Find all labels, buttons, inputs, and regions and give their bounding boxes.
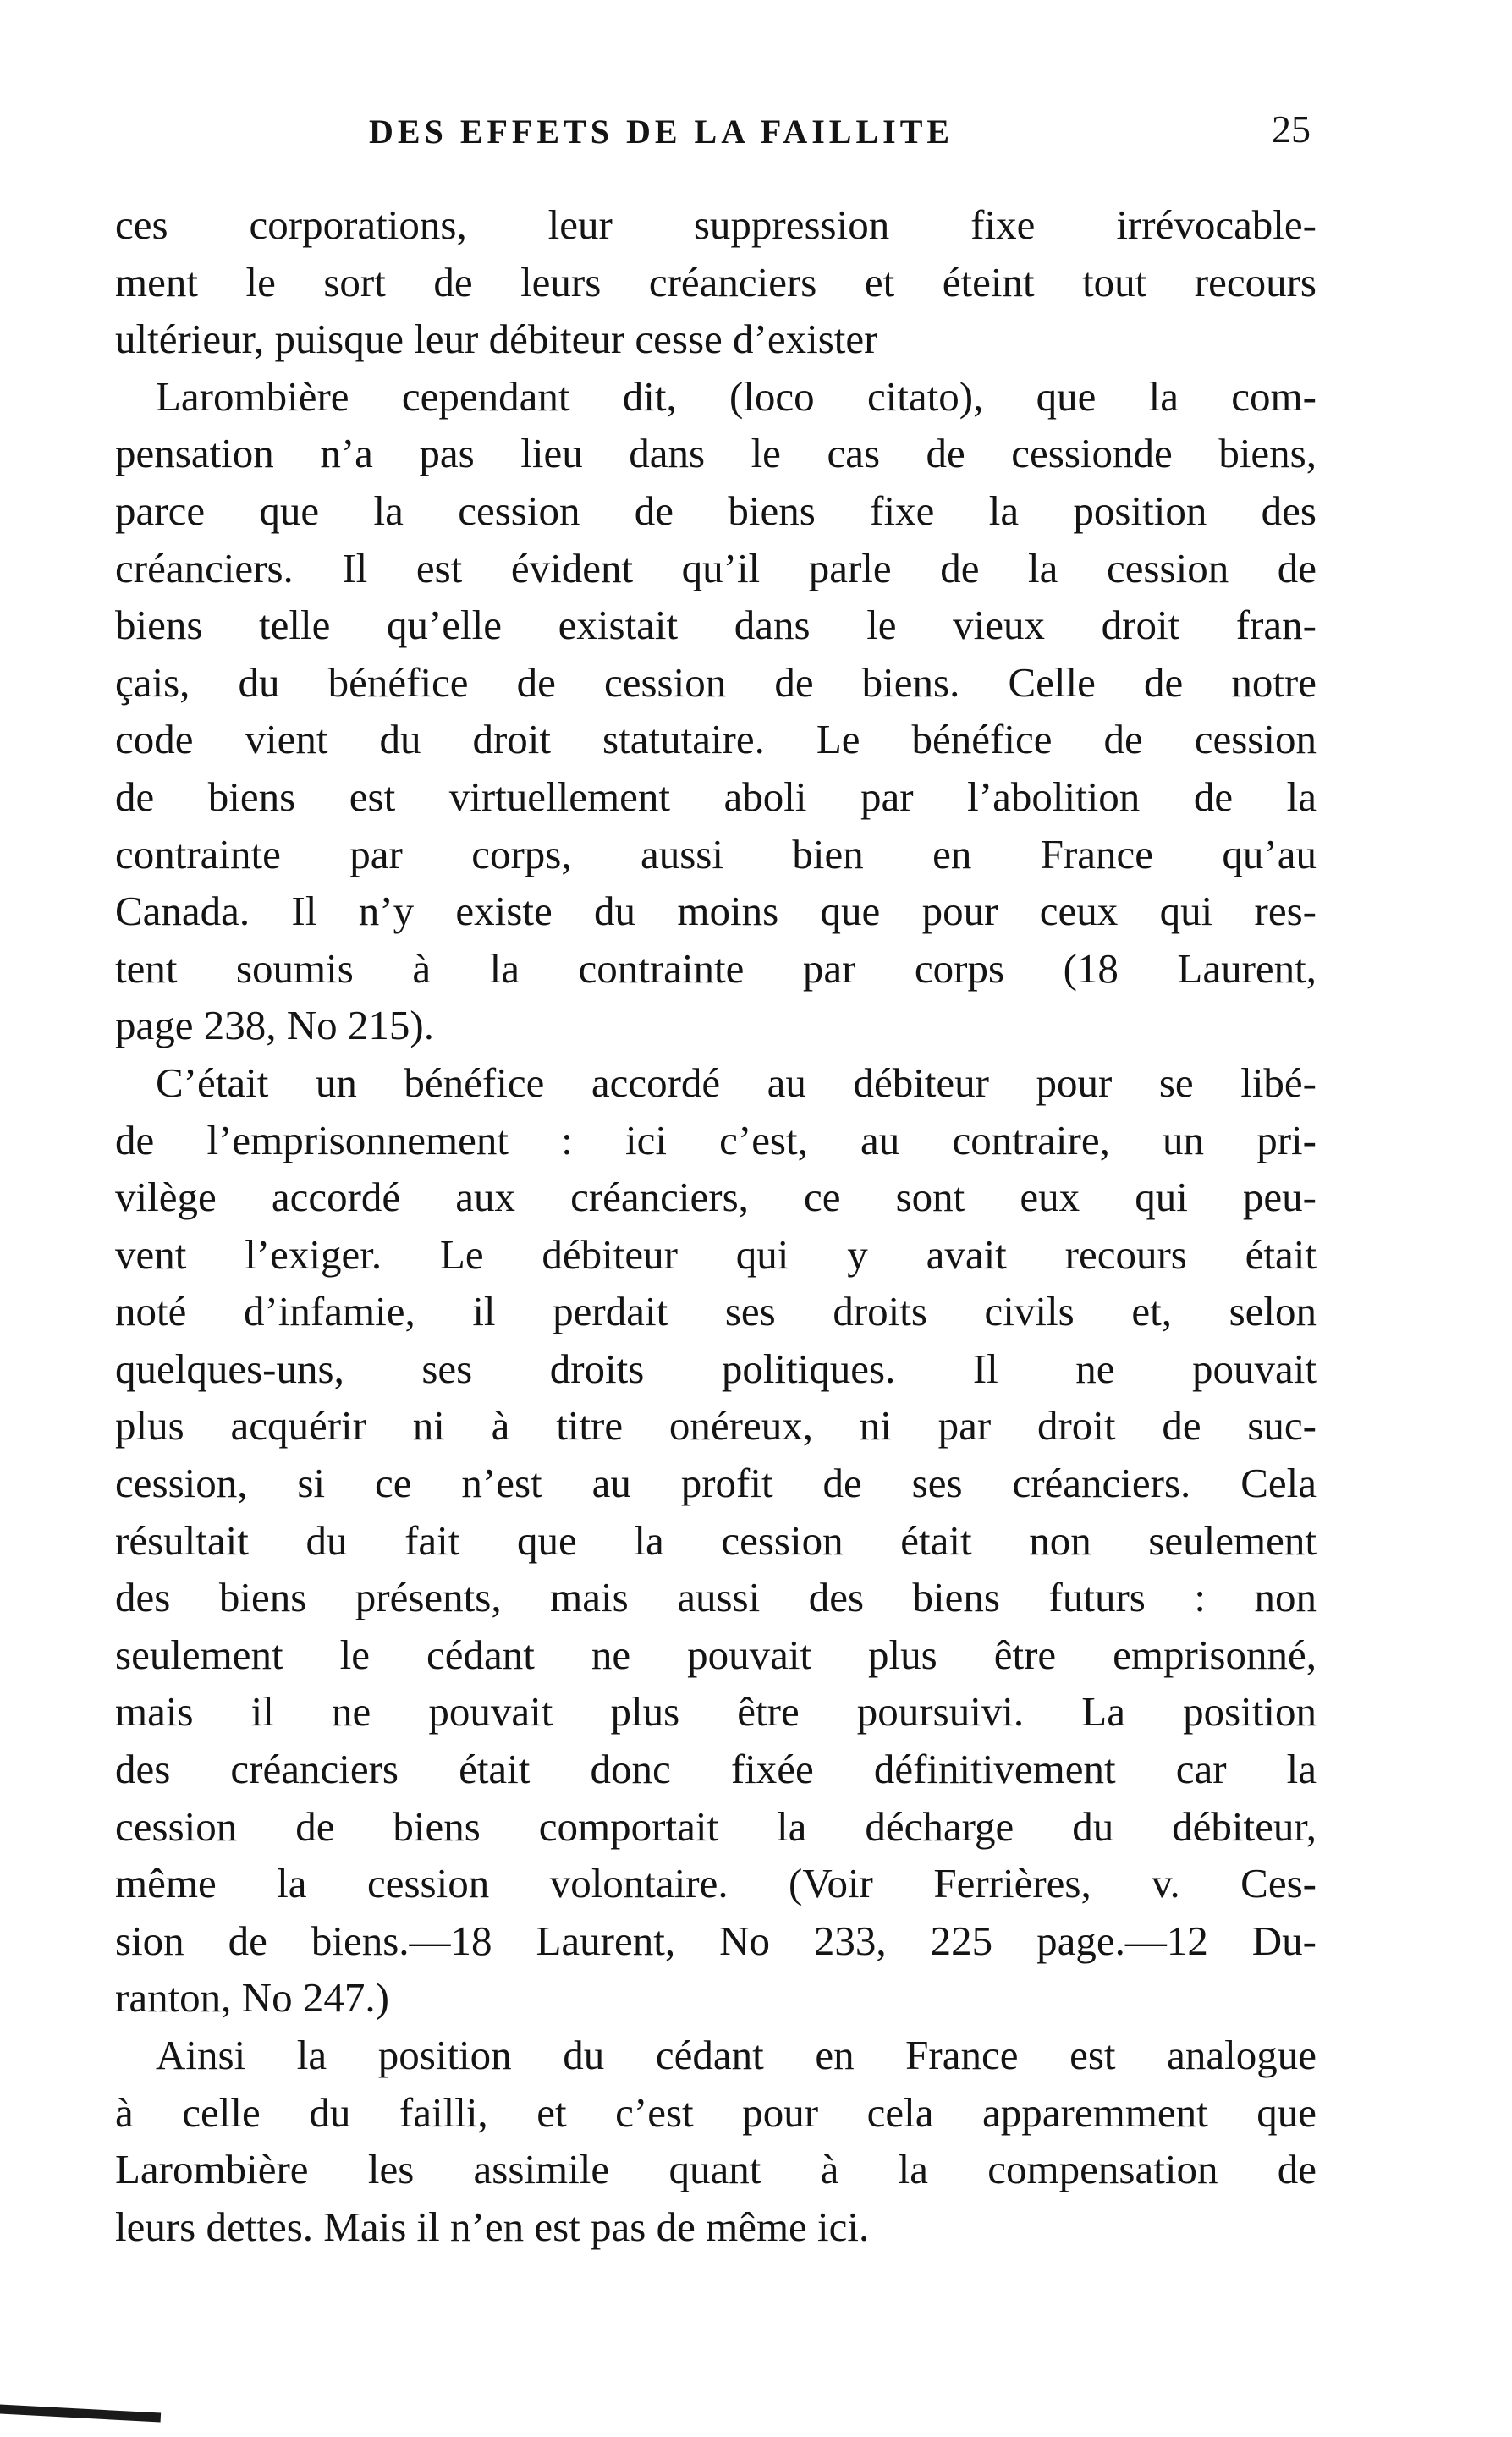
text-line: des biens présents, mais aussi des biens futurs : non — [115, 1574, 1317, 1621]
text-line: biens telle qu’elle existait dans le vieux droit fran- — [115, 602, 1317, 649]
text-line: Ainsi la position du cédant en France est analogue — [156, 2032, 1317, 2078]
text-line: çais, du bénéfice de cession de biens. Celle de notre — [115, 658, 1317, 706]
text-line: Canada. Il n’y existe du moins que pour ceux qui res- — [115, 888, 1317, 935]
text-line: créanciers. Il est évident qu’il parle de la cession de — [115, 544, 1317, 591]
text-line: leurs dettes. Mais il n’en est pas de même ici. — [115, 2203, 870, 2250]
text-line: même la cession volontaire. (Voir Ferrières, v. Ces- — [115, 1860, 1317, 1907]
text-line: Larombière les assimile quant à la compensation de — [115, 2146, 1317, 2193]
running-head: DES EFFETS DE LA FAILLITE — [369, 113, 954, 151]
text-line: des créanciers était donc fixée définitivement car la — [115, 1746, 1317, 1793]
text-line: seulement le cédant ne pouvait plus être emprisonné, — [115, 1631, 1317, 1678]
text-line: C’était un bénéfice accordé au débiteur pour se libé- — [156, 1059, 1317, 1106]
text-line: quelques-uns, ses droits politiques. Il ne pouvait — [115, 1345, 1317, 1392]
text-line: cession, si ce n’est au profit de ses créanciers. Cela — [115, 1460, 1317, 1507]
text-line: tent soumis à la contrainte par corps (18 Laurent, — [115, 944, 1317, 992]
text-line: résultait du fait que la cession était non seulement — [115, 1516, 1317, 1564]
page-edge-mark — [0, 2404, 161, 2423]
text-line: de l’emprisonnement : ici c’est, au contraire, un pri- — [115, 1116, 1317, 1163]
text-line: ces corporations, leur suppression fixe irrévocable- — [115, 201, 1317, 248]
text-line: pensation n’a pas lieu dans le cas de cessionde biens, — [115, 430, 1317, 477]
body-text — [115, 196, 1317, 2255]
text-line: ranton, No 247.) — [115, 1974, 389, 2022]
text-line: noté d’infamie, il perdait ses droits civils et, selon — [115, 1288, 1317, 1335]
text-line: de biens est virtuellement aboli par l’abolition de la — [115, 773, 1317, 820]
page-number: 25 — [1272, 107, 1311, 151]
text-line: code vient du droit statutaire. Le bénéfice de cession — [115, 716, 1317, 763]
text-line: cession de biens comportait la décharge du débiteur, — [115, 1802, 1317, 1850]
text-line: ment le sort de leurs créanciers et éteint tout recours — [115, 258, 1317, 305]
text-line: sion de biens.—18 Laurent, No 233, 225 page.—12 Du- — [115, 1917, 1317, 1964]
text-line: parce que la cession de biens fixe la position des — [115, 487, 1317, 534]
text-line: ultérieur, puisque leur débiteur cesse d’exister — [115, 316, 878, 363]
text-line: Larombière cependant dit, (loco citato), que la com- — [156, 372, 1317, 420]
text-line: contrainte par corps, aussi bien en France qu’au — [115, 830, 1317, 877]
text-line: plus acquérir ni à titre onéreux, ni par droit de suc- — [115, 1402, 1317, 1450]
text-line: vilège accordé aux créanciers, ce sont eux qui peu- — [115, 1174, 1317, 1221]
text-line: mais il ne pouvait plus être poursuivi. La position — [115, 1688, 1317, 1736]
text-line: à celle du failli, et c’est pour cela apparemment que — [115, 2088, 1317, 2136]
text-line: vent l’exiger. Le débiteur qui y avait recours était — [115, 1230, 1317, 1278]
text-line: page 238, No 215). — [115, 1002, 434, 1049]
